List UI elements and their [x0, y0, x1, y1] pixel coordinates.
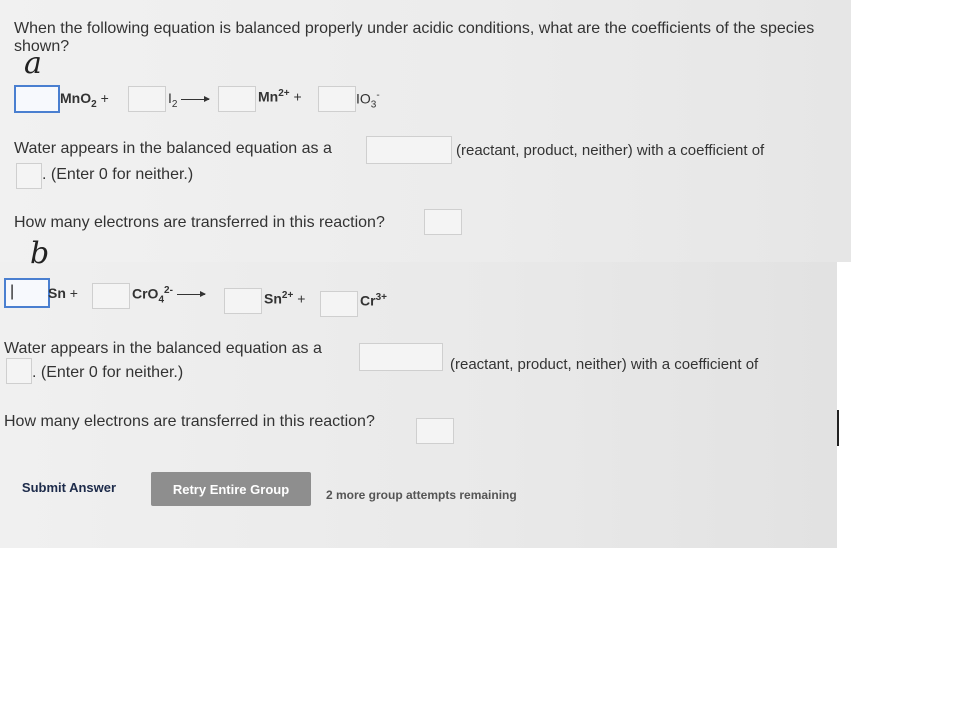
coef-input-mno2[interactable] [14, 85, 60, 113]
retry-entire-group-button[interactable]: Retry Entire Group [151, 472, 311, 506]
species-sn: Sn + [48, 285, 78, 301]
species-cr3plus: $Cr^{3+}$ [360, 292, 387, 309]
water-options-a: (reactant, product, neither) with a coefficient of [456, 142, 765, 159]
water-question-a: Water appears in the balanced equation as a [14, 140, 332, 157]
water-question-b: Water appears in the balanced equation as a [4, 340, 322, 357]
enter-zero-hint-b: . (Enter 0 for neither.) [32, 364, 184, 381]
coef-input-sn2plus[interactable] [224, 288, 262, 314]
species-io3: $IO_3^-$ [356, 90, 380, 111]
coef-input-io3[interactable] [318, 86, 356, 112]
text-cursor: | [10, 283, 15, 300]
electrons-question-a: How many electrons are transferred in this reaction? [14, 214, 385, 231]
enter-zero-hint-a: . (Enter 0 for neither.) [42, 166, 194, 183]
electrons-question-b: How many electrons are transferred in this reaction? [4, 413, 375, 430]
species-cro4: CrO$_4^{2-}$ [132, 285, 205, 305]
coef-input-i2[interactable] [128, 86, 166, 112]
electrons-input-b[interactable] [416, 418, 454, 444]
species-sn2plus: $Sn^{2+}$ + [264, 290, 306, 307]
attempts-remaining-text: 2 more group attempts remaining [326, 488, 517, 502]
species-i2: $I_2$ [168, 90, 209, 110]
coef-input-sn[interactable] [4, 278, 50, 308]
species-mno2: MnO$_2$ + [60, 90, 109, 110]
reaction-arrow-icon [181, 99, 209, 100]
scrollbar-edge [837, 410, 839, 446]
coef-input-cr3plus[interactable] [320, 291, 358, 317]
water-options-b: (reactant, product, neither) with a coefficient of [450, 356, 759, 373]
electrons-input-a[interactable] [424, 209, 462, 235]
water-role-input-a[interactable] [366, 136, 452, 164]
question-intro: When the following equation is balanced properly under acidic conditions, what are the coefficients of the species shown? [14, 20, 815, 55]
water-coef-input-b[interactable] [6, 358, 32, 384]
coef-input-mn2plus[interactable] [218, 86, 256, 112]
reaction-arrow-icon-b [177, 294, 205, 295]
water-role-input-b[interactable] [359, 343, 443, 371]
water-coef-input-a[interactable] [16, 163, 42, 189]
handwritten-a: a [24, 46, 42, 81]
handwritten-b: b [30, 236, 50, 271]
coef-input-cro4[interactable] [92, 283, 130, 309]
species-mn2plus: $Mn^{2+}$ + [258, 88, 302, 105]
submit-answer-button[interactable]: Submit Answer [21, 479, 117, 495]
